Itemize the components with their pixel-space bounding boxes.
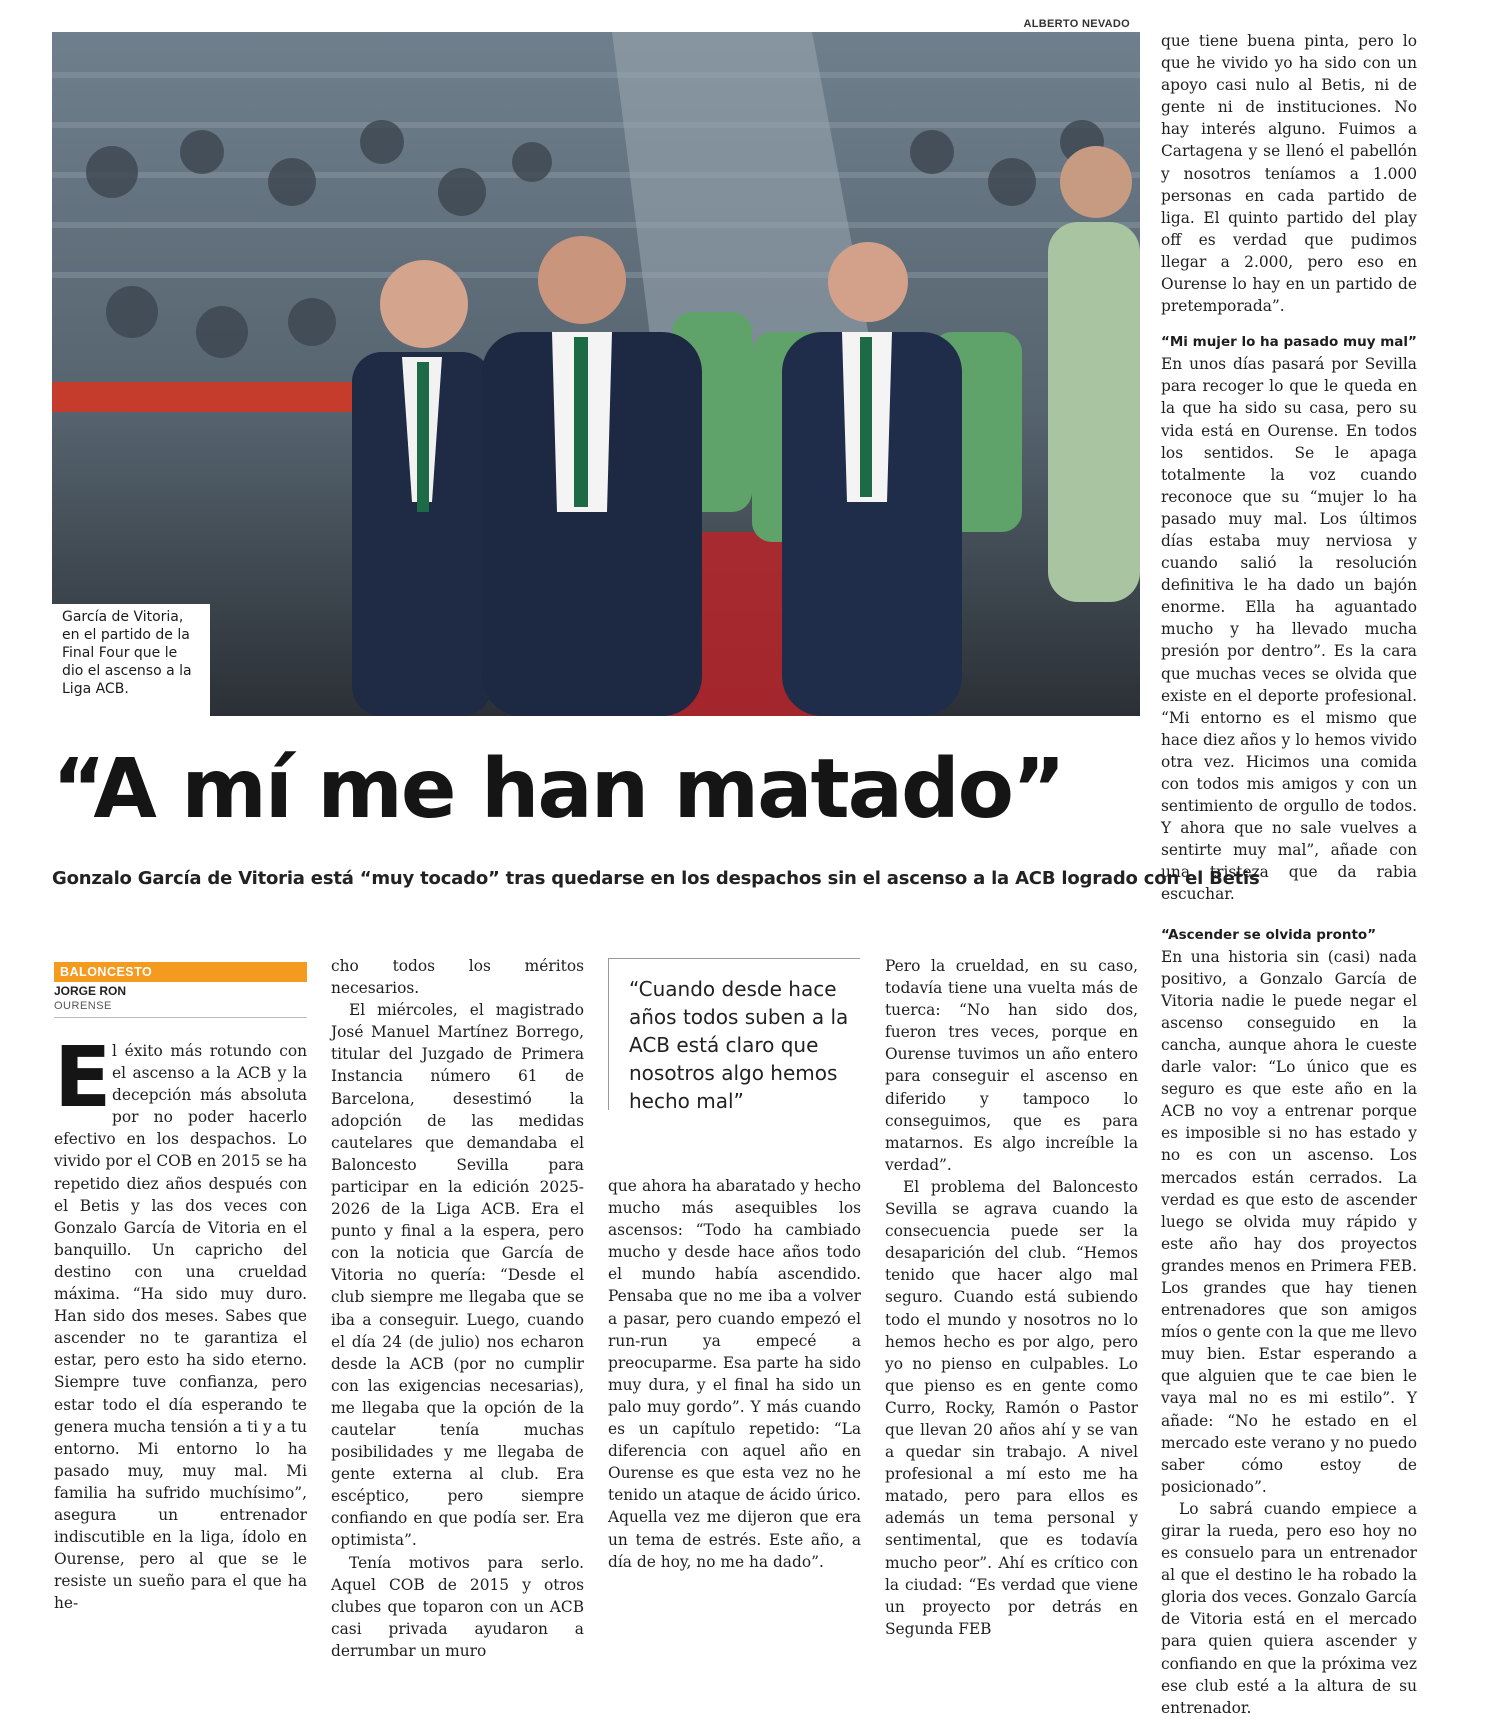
subheading: “Mi mujer lo ha pasado muy mal” bbox=[1161, 334, 1417, 351]
byline-divider bbox=[54, 1017, 307, 1018]
article-column-1 bbox=[54, 1028, 307, 1614]
paragraph: En una historia sin (casi) nada positivo, a Gonzalo García de Vitoria nadie le puede negar el ascenso conseguido en la cancha, aunque ahora le cueste darle valor: “Lo único que es seguro es que este año en la ACB no voy a entrenar porque es imposible si no has estado y no es con un ascenso. Los mercados están cerrados. La verdad es que esto de ascender luego se olvida muy rápido y este año hay dos proyectos grandes menos en Primera FEB. Los grandes que hay tienen entrenadores que son amigos míos o gente con la que me llevo muy bien. Estar esperando a que alguien que te cae bien le vaya mal no es mi estilo”. Y añade: “No he estado en el mercado este verano y no puedo saber cómo estoy de posicionado”. bbox=[1161, 947, 1417, 1496]
article-column-2 bbox=[331, 955, 584, 1662]
subheading: “Ascender se olvida pronto” bbox=[1161, 926, 1377, 943]
photo-caption: García de Vitoria, en el partido de la Final Four que le dio el ascenso a la Liga ACB. bbox=[52, 604, 210, 716]
section-tag: BALONCESTO bbox=[54, 962, 307, 982]
paragraph: que tiene buena pinta, pero lo que he vivido yo ha sido con un apoyo casi nulo al Betis, ni de gente ni de instituciones. No hay interés alguno. Fuimos a Cartagena y se llenó el pabellón y nosotros teníamos a 1.000 personas en cada partido de liga. El quinto partido del play off es verdad que pudimos llegar a 2.000, pero eso en Ourense lo hay en un partido de pretemporada”. bbox=[1161, 32, 1417, 316]
paragraph: El problema del Baloncesto Sevilla se agrava cuando la consecuencia puede ser la desaparición del club. “Hemos tenido que hacer algo mal seguro. Cuando está subiendo todo el mundo y nosotros no lo hemos hecho es por algo, pero yo no pienso en culpables. Lo que pienso es en gente como Curro, Rocky, Ramón o Pastor que llevan 20 años ahí y se van a quedar sin trabajo. A nivel profesional a mí esto me ha matado, pero para ellos es además un tema personal y sentimental, que es todavía mucho peor”. Ahí es crítico con la ciudad: “Es verdad que viene un proyecto por detrás en Segunda FEB bbox=[885, 1177, 1138, 1638]
dateline-location: OURENSE bbox=[54, 1000, 112, 1012]
paragraph: cho todos los méritos necesarios. bbox=[331, 957, 584, 998]
paragraph: En unos días pasará por Sevilla para recoger lo que le queda en la que ha sido su casa, pero su vida está en Ourense. En todos los sentidos. Se le apaga totalmente la voz cuando reconoce que su “mujer lo ha pasado muy mal. Los últimos días estaba muy nerviosa y cuando salió la resolución definitiva le ha dado un bajón enorme. Ella ha aguantado mucho y ha llevado mucha presión por dentro”. Es la cara que muchas veces se olvida que existe en el deporte profesional. “Mi entorno es el mismo que hace diez años y lo hemos vivido otra vez. Hicimos una comida con todos mis amigos y con un sentimiento de orgullo de todos. Y ahora que no sale vuelves a sentirte muy mal”, añade con una tristeza que da rabia escuchar. bbox=[1161, 355, 1417, 904]
paragraph: Lo sabrá cuando empiece a girar la rueda, pero eso hoy no es consuelo para un entrenador al que el destino le ha robado la gloria dos veces. Gonzalo García de Vitoria está en el mercado para quien quiera ascender y confiando en que la próxima vez ese club esté a la altura de su entrenador. bbox=[1161, 1499, 1417, 1717]
pull-quote: “Cuando desde hace años todos suben a la ACB está claro que nosotros algo hemos hecho mal” bbox=[608, 958, 860, 1110]
article-photo bbox=[52, 32, 1140, 716]
photo-credit: ALBERTO NEVADO bbox=[1023, 18, 1130, 30]
paragraph: Pero la crueldad, en su caso, todavía tiene una vuelta más de tuerca: “No han sido dos, fueron tres veces, porque en Ourense tuvimos un año entero para conseguir el ascenso en diferido y tampoco lo conseguimos, que es para matarnos. Es algo increíble la verdad”. bbox=[885, 957, 1138, 1174]
paragraph: Tenía motivos para serlo. Aquel COB de 2015 y otros clubes que toparon con un ACB casi privada ayudaron a derrumbar un muro bbox=[331, 1553, 584, 1660]
headline: “A mí me han matado” bbox=[52, 742, 1064, 837]
paragraph: que ahora ha abaratado y hecho mucho más asequibles los ascensos: “Todo ha cambiado mucho y desde hace años todo el mundo había ascendido. Pensaba que no me iba a volver a pasar, pero cuando empezó el run-run ya empecé a preocuparme. Esa parte ha sido muy dura, y el final ha sido un palo muy gordo”. Y más cuando es un capítulo repetido: “La diferencia con aquel año en Ourense es que esta vez no he tenido un ataque de ácido úrico. Aquella vez me dijeron que era un tema de estrés. Este año, a día de hoy, no me ha dado”. bbox=[608, 1177, 861, 1571]
article-column-4 bbox=[885, 955, 1138, 1640]
article-column-5 bbox=[1161, 30, 1417, 1719]
subheadline: Gonzalo García de Vitoria está “muy tocado” tras quedarse en los despachos sin el ascenso a la ACB logrado con el Betis bbox=[52, 868, 1260, 889]
article-column-3 bbox=[608, 1175, 861, 1573]
drop-cap: E bbox=[54, 1028, 112, 1126]
paragraph: El miércoles, el magistrado José Manuel Martínez Borrego, titular del Juzgado de Primera Instancia número 61 de Barcelona, desestimó la adopción de las medidas cautelares que demandaba el Baloncesto Sevilla para participar en la edición 2025-2026 de la Liga ACB. Era el punto y final a la espera, pero con la noticia que García de Vitoria no quería: “Desde el club siempre me llegaba que se iba a conseguir. Luego, cuando el día 24 (de julio) nos echaron desde la ACB (por no cumplir con las exigencias necesarias), me llegaba que la opción de la cautelar tenía muchas posibilidades y me llegaba de gente externa al club. Era escéptico, pero siempre confiando en que podía ser. Era optimista”. bbox=[331, 1001, 584, 1550]
paragraph: l éxito más rotundo con el ascenso a la ACB y la decepción más absoluta por no poder hacerlo efectivo en los despachos. Lo vivido por el COB en 2015 se ha repetido diez años después con el Betis y las dos veces con Gonzalo García de Vitoria en el banquillo. Un capricho del destino con una crueldad máxima. “Ha sido muy duro. Han sido dos meses. Sabes que ascender no te garantiza el estar, pero esto ha sido eterno. Siempre tuve confianza, pero estar todo el día esperando te genera mucha tensión a ti y a tu entorno. Mi entorno lo ha pasado muy, muy mal. Mi familia ha sufrido muchísimo”, asegura un entrenador indiscutible en la liga, ídolo en Ourense, pero al que se le resiste un sueño para el que ha he- bbox=[54, 1042, 307, 1613]
author-name: JORGE RON bbox=[54, 984, 127, 998]
